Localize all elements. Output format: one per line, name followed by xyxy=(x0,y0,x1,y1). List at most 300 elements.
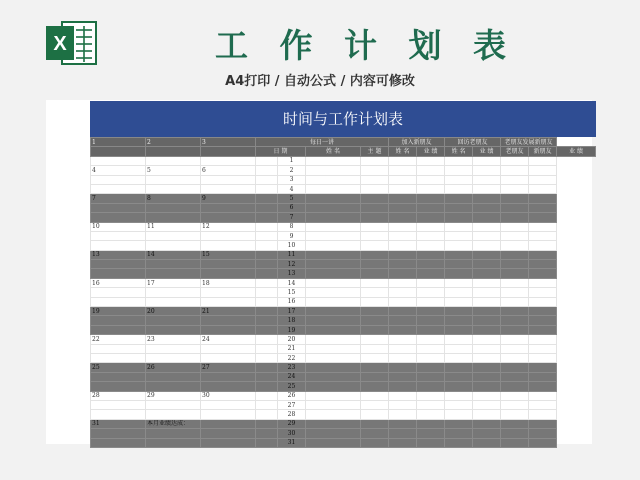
calendar-cell[interactable]: 23 xyxy=(146,335,201,344)
calendar-blank-cell[interactable] xyxy=(146,325,201,334)
calendar-cell[interactable]: 30 xyxy=(201,391,256,400)
entry-cell[interactable] xyxy=(529,166,557,175)
calendar-cell[interactable] xyxy=(201,156,256,165)
entry-cell[interactable] xyxy=(361,213,389,222)
calendar-cell[interactable]: 15 xyxy=(201,250,256,259)
calendar-blank-cell[interactable] xyxy=(201,316,256,325)
entry-cell[interactable] xyxy=(445,325,473,334)
entry-cell[interactable] xyxy=(361,231,389,240)
entry-cell[interactable] xyxy=(501,410,529,419)
entry-cell[interactable] xyxy=(306,363,361,372)
entry-cell[interactable] xyxy=(529,297,557,306)
entry-cell[interactable] xyxy=(501,156,529,165)
calendar-blank-cell[interactable] xyxy=(201,213,256,222)
entry-cell[interactable] xyxy=(501,391,529,400)
entry-cell[interactable] xyxy=(529,307,557,316)
calendar-cell[interactable] xyxy=(91,156,146,165)
entry-cell[interactable] xyxy=(445,372,473,381)
entry-cell[interactable] xyxy=(389,353,417,362)
calendar-cell[interactable]: 26 xyxy=(146,363,201,372)
calendar-blank-cell[interactable] xyxy=(146,316,201,325)
entry-cell[interactable] xyxy=(529,353,557,362)
entry-cell[interactable] xyxy=(389,184,417,193)
entry-cell[interactable] xyxy=(361,166,389,175)
entry-cell[interactable] xyxy=(417,335,445,344)
entry-cell[interactable] xyxy=(501,363,529,372)
entry-cell[interactable] xyxy=(389,222,417,231)
entry-cell[interactable] xyxy=(445,316,473,325)
entry-cell[interactable] xyxy=(529,222,557,231)
entry-cell[interactable] xyxy=(473,203,501,212)
entry-cell[interactable] xyxy=(361,194,389,203)
entry-cell[interactable] xyxy=(361,335,389,344)
entry-cell[interactable] xyxy=(529,250,557,259)
entry-cell[interactable] xyxy=(473,419,501,428)
calendar-cell[interactable] xyxy=(146,156,201,165)
entry-cell[interactable] xyxy=(361,391,389,400)
entry-cell[interactable] xyxy=(306,222,361,231)
entry-cell[interactable] xyxy=(445,307,473,316)
entry-cell[interactable] xyxy=(501,288,529,297)
entry-cell[interactable] xyxy=(389,269,417,278)
entry-cell[interactable] xyxy=(306,307,361,316)
entry-cell[interactable] xyxy=(501,307,529,316)
calendar-cell[interactable]: 28 xyxy=(91,391,146,400)
entry-cell[interactable] xyxy=(529,335,557,344)
entry-cell[interactable] xyxy=(473,156,501,165)
entry-cell[interactable] xyxy=(306,353,361,362)
calendar-blank-cell[interactable] xyxy=(91,382,146,391)
entry-cell[interactable] xyxy=(445,382,473,391)
entry-cell[interactable] xyxy=(417,231,445,240)
calendar-blank-cell[interactable] xyxy=(201,288,256,297)
entry-cell[interactable] xyxy=(473,316,501,325)
calendar-blank-cell[interactable] xyxy=(146,372,201,381)
entry-cell[interactable] xyxy=(417,382,445,391)
entry-cell[interactable] xyxy=(473,175,501,184)
entry-cell[interactable] xyxy=(445,184,473,193)
entry-cell[interactable] xyxy=(501,400,529,409)
calendar-blank-cell[interactable] xyxy=(201,184,256,193)
entry-cell[interactable] xyxy=(473,400,501,409)
entry-cell[interactable] xyxy=(501,166,529,175)
entry-cell[interactable] xyxy=(417,438,445,447)
calendar-blank-cell[interactable] xyxy=(91,410,146,419)
calendar-blank-cell[interactable] xyxy=(146,231,201,240)
entry-cell[interactable] xyxy=(473,184,501,193)
calendar-cell[interactable]: 20 xyxy=(146,307,201,316)
calendar-cell[interactable]: 29 xyxy=(146,391,201,400)
entry-cell[interactable] xyxy=(361,260,389,269)
entry-cell[interactable] xyxy=(306,372,361,381)
calendar-cell[interactable]: 本月业绩达成： xyxy=(146,419,201,428)
calendar-blank-cell[interactable] xyxy=(146,382,201,391)
entry-cell[interactable] xyxy=(529,382,557,391)
entry-cell[interactable] xyxy=(473,231,501,240)
calendar-blank-cell[interactable] xyxy=(146,269,201,278)
entry-cell[interactable] xyxy=(473,213,501,222)
calendar-blank-cell[interactable] xyxy=(201,231,256,240)
entry-cell[interactable] xyxy=(473,410,501,419)
calendar-blank-cell[interactable] xyxy=(91,231,146,240)
calendar-blank-cell[interactable] xyxy=(91,438,146,447)
entry-cell[interactable] xyxy=(417,316,445,325)
entry-cell[interactable] xyxy=(445,410,473,419)
calendar-blank-cell[interactable] xyxy=(91,325,146,334)
entry-cell[interactable] xyxy=(473,372,501,381)
calendar-cell[interactable]: 22 xyxy=(91,335,146,344)
entry-cell[interactable] xyxy=(361,429,389,438)
entry-cell[interactable] xyxy=(361,353,389,362)
entry-cell[interactable] xyxy=(445,175,473,184)
entry-cell[interactable] xyxy=(389,175,417,184)
entry-cell[interactable] xyxy=(389,213,417,222)
calendar-blank-cell[interactable] xyxy=(91,353,146,362)
entry-cell[interactable] xyxy=(417,372,445,381)
entry-cell[interactable] xyxy=(501,438,529,447)
calendar-blank-cell[interactable] xyxy=(146,353,201,362)
entry-cell[interactable] xyxy=(417,156,445,165)
calendar-cell[interactable]: 8 xyxy=(146,194,201,203)
entry-cell[interactable] xyxy=(361,175,389,184)
entry-cell[interactable] xyxy=(389,316,417,325)
entry-cell[interactable] xyxy=(417,269,445,278)
calendar-blank-cell[interactable] xyxy=(146,288,201,297)
entry-cell[interactable] xyxy=(473,194,501,203)
calendar-blank-cell[interactable] xyxy=(201,429,256,438)
entry-cell[interactable] xyxy=(529,344,557,353)
entry-cell[interactable] xyxy=(529,410,557,419)
entry-cell[interactable] xyxy=(417,166,445,175)
entry-cell[interactable] xyxy=(306,325,361,334)
entry-cell[interactable] xyxy=(529,213,557,222)
calendar-blank-cell[interactable] xyxy=(146,429,201,438)
calendar-cell[interactable]: 25 xyxy=(91,363,146,372)
calendar-cell[interactable] xyxy=(201,419,256,428)
entry-cell[interactable] xyxy=(389,194,417,203)
entry-cell[interactable] xyxy=(501,335,529,344)
entry-cell[interactable] xyxy=(529,419,557,428)
entry-cell[interactable] xyxy=(501,213,529,222)
entry-cell[interactable] xyxy=(306,335,361,344)
entry-cell[interactable] xyxy=(389,363,417,372)
entry-cell[interactable] xyxy=(389,438,417,447)
entry-cell[interactable] xyxy=(361,203,389,212)
entry-cell[interactable] xyxy=(473,288,501,297)
calendar-cell[interactable]: 16 xyxy=(91,278,146,287)
entry-cell[interactable] xyxy=(361,325,389,334)
entry-cell[interactable] xyxy=(501,429,529,438)
entry-cell[interactable] xyxy=(417,184,445,193)
entry-cell[interactable] xyxy=(445,344,473,353)
entry-cell[interactable] xyxy=(417,203,445,212)
calendar-blank-cell[interactable] xyxy=(91,316,146,325)
entry-cell[interactable] xyxy=(445,429,473,438)
calendar-blank-cell[interactable] xyxy=(146,213,201,222)
entry-cell[interactable] xyxy=(529,316,557,325)
entry-cell[interactable] xyxy=(417,400,445,409)
entry-cell[interactable] xyxy=(529,203,557,212)
entry-cell[interactable] xyxy=(361,184,389,193)
calendar-blank-cell[interactable] xyxy=(91,213,146,222)
entry-cell[interactable] xyxy=(501,382,529,391)
entry-cell[interactable] xyxy=(361,419,389,428)
calendar-blank-cell[interactable] xyxy=(201,260,256,269)
entry-cell[interactable] xyxy=(417,175,445,184)
calendar-cell[interactable]: 31 xyxy=(91,419,146,428)
entry-cell[interactable] xyxy=(501,194,529,203)
calendar-blank-cell[interactable] xyxy=(201,400,256,409)
entry-cell[interactable] xyxy=(417,391,445,400)
calendar-blank-cell[interactable] xyxy=(91,260,146,269)
entry-cell[interactable] xyxy=(361,307,389,316)
entry-cell[interactable] xyxy=(473,325,501,334)
entry-cell[interactable] xyxy=(501,203,529,212)
entry-cell[interactable] xyxy=(389,241,417,250)
entry-cell[interactable] xyxy=(473,278,501,287)
entry-cell[interactable] xyxy=(389,288,417,297)
entry-cell[interactable] xyxy=(417,353,445,362)
entry-cell[interactable] xyxy=(445,363,473,372)
entry-cell[interactable] xyxy=(361,241,389,250)
entry-cell[interactable] xyxy=(361,400,389,409)
calendar-blank-cell[interactable] xyxy=(91,429,146,438)
entry-cell[interactable] xyxy=(473,307,501,316)
entry-cell[interactable] xyxy=(389,344,417,353)
entry-cell[interactable] xyxy=(529,400,557,409)
entry-cell[interactable] xyxy=(501,325,529,334)
calendar-cell[interactable]: 14 xyxy=(146,250,201,259)
entry-cell[interactable] xyxy=(445,335,473,344)
entry-cell[interactable] xyxy=(389,410,417,419)
entry-cell[interactable] xyxy=(417,325,445,334)
entry-cell[interactable] xyxy=(473,429,501,438)
entry-cell[interactable] xyxy=(389,325,417,334)
entry-cell[interactable] xyxy=(501,344,529,353)
entry-cell[interactable] xyxy=(306,278,361,287)
entry-cell[interactable] xyxy=(389,203,417,212)
entry-cell[interactable] xyxy=(389,419,417,428)
calendar-cell[interactable]: 9 xyxy=(201,194,256,203)
entry-cell[interactable] xyxy=(417,307,445,316)
entry-cell[interactable] xyxy=(306,382,361,391)
entry-cell[interactable] xyxy=(361,438,389,447)
calendar-cell[interactable]: 18 xyxy=(201,278,256,287)
entry-cell[interactable] xyxy=(473,344,501,353)
entry-cell[interactable] xyxy=(529,391,557,400)
calendar-cell[interactable]: 27 xyxy=(201,363,256,372)
entry-cell[interactable] xyxy=(501,419,529,428)
calendar-cell[interactable]: 7 xyxy=(91,194,146,203)
entry-cell[interactable] xyxy=(501,269,529,278)
entry-cell[interactable] xyxy=(501,260,529,269)
entry-cell[interactable] xyxy=(306,175,361,184)
entry-cell[interactable] xyxy=(361,372,389,381)
calendar-blank-cell[interactable] xyxy=(146,410,201,419)
entry-cell[interactable] xyxy=(473,297,501,306)
entry-cell[interactable] xyxy=(417,222,445,231)
entry-cell[interactable] xyxy=(389,400,417,409)
calendar-blank-cell[interactable] xyxy=(201,438,256,447)
calendar-blank-cell[interactable] xyxy=(146,175,201,184)
calendar-blank-cell[interactable] xyxy=(201,241,256,250)
entry-cell[interactable] xyxy=(361,278,389,287)
entry-cell[interactable] xyxy=(389,372,417,381)
entry-cell[interactable] xyxy=(417,419,445,428)
entry-cell[interactable] xyxy=(473,363,501,372)
entry-cell[interactable] xyxy=(389,156,417,165)
entry-cell[interactable] xyxy=(306,269,361,278)
entry-cell[interactable] xyxy=(306,156,361,165)
entry-cell[interactable] xyxy=(445,203,473,212)
entry-cell[interactable] xyxy=(445,419,473,428)
entry-cell[interactable] xyxy=(445,194,473,203)
entry-cell[interactable] xyxy=(445,260,473,269)
entry-cell[interactable] xyxy=(306,410,361,419)
calendar-cell[interactable]: 19 xyxy=(91,307,146,316)
entry-cell[interactable] xyxy=(389,297,417,306)
entry-cell[interactable] xyxy=(306,438,361,447)
entry-cell[interactable] xyxy=(306,203,361,212)
calendar-blank-cell[interactable] xyxy=(146,344,201,353)
calendar-blank-cell[interactable] xyxy=(146,241,201,250)
calendar-blank-cell[interactable] xyxy=(146,260,201,269)
entry-cell[interactable] xyxy=(529,429,557,438)
calendar-blank-cell[interactable] xyxy=(146,297,201,306)
entry-cell[interactable] xyxy=(529,241,557,250)
entry-cell[interactable] xyxy=(473,391,501,400)
calendar-blank-cell[interactable] xyxy=(201,344,256,353)
entry-cell[interactable] xyxy=(445,231,473,240)
entry-cell[interactable] xyxy=(473,222,501,231)
entry-cell[interactable] xyxy=(389,391,417,400)
calendar-blank-cell[interactable] xyxy=(91,184,146,193)
entry-cell[interactable] xyxy=(389,231,417,240)
calendar-blank-cell[interactable] xyxy=(201,410,256,419)
calendar-blank-cell[interactable] xyxy=(201,382,256,391)
calendar-cell[interactable]: 17 xyxy=(146,278,201,287)
entry-cell[interactable] xyxy=(306,344,361,353)
entry-cell[interactable] xyxy=(306,250,361,259)
entry-cell[interactable] xyxy=(361,316,389,325)
entry-cell[interactable] xyxy=(306,241,361,250)
entry-cell[interactable] xyxy=(389,250,417,259)
entry-cell[interactable] xyxy=(445,156,473,165)
entry-cell[interactable] xyxy=(306,184,361,193)
entry-cell[interactable] xyxy=(445,166,473,175)
entry-cell[interactable] xyxy=(417,429,445,438)
entry-cell[interactable] xyxy=(361,288,389,297)
entry-cell[interactable] xyxy=(529,175,557,184)
entry-cell[interactable] xyxy=(529,363,557,372)
entry-cell[interactable] xyxy=(501,372,529,381)
calendar-blank-cell[interactable] xyxy=(146,184,201,193)
calendar-cell[interactable]: 24 xyxy=(201,335,256,344)
calendar-blank-cell[interactable] xyxy=(201,203,256,212)
entry-cell[interactable] xyxy=(445,353,473,362)
entry-cell[interactable] xyxy=(306,419,361,428)
calendar-blank-cell[interactable] xyxy=(201,175,256,184)
entry-cell[interactable] xyxy=(473,166,501,175)
entry-cell[interactable] xyxy=(417,288,445,297)
entry-cell[interactable] xyxy=(361,382,389,391)
calendar-blank-cell[interactable] xyxy=(91,288,146,297)
entry-cell[interactable] xyxy=(473,260,501,269)
entry-cell[interactable] xyxy=(361,222,389,231)
entry-cell[interactable] xyxy=(361,156,389,165)
entry-cell[interactable] xyxy=(473,438,501,447)
entry-cell[interactable] xyxy=(306,231,361,240)
entry-cell[interactable] xyxy=(445,438,473,447)
entry-cell[interactable] xyxy=(417,297,445,306)
calendar-cell[interactable]: 4 xyxy=(91,166,146,175)
entry-cell[interactable] xyxy=(501,222,529,231)
entry-cell[interactable] xyxy=(445,213,473,222)
calendar-cell[interactable]: 21 xyxy=(201,307,256,316)
entry-cell[interactable] xyxy=(529,184,557,193)
entry-cell[interactable] xyxy=(445,288,473,297)
entry-cell[interactable] xyxy=(306,288,361,297)
entry-cell[interactable] xyxy=(529,278,557,287)
entry-cell[interactable] xyxy=(529,438,557,447)
entry-cell[interactable] xyxy=(417,344,445,353)
calendar-cell[interactable]: 10 xyxy=(91,222,146,231)
calendar-blank-cell[interactable] xyxy=(91,400,146,409)
entry-cell[interactable] xyxy=(473,353,501,362)
entry-cell[interactable] xyxy=(417,194,445,203)
entry-cell[interactable] xyxy=(306,429,361,438)
entry-cell[interactable] xyxy=(501,241,529,250)
entry-cell[interactable] xyxy=(306,400,361,409)
entry-cell[interactable] xyxy=(501,278,529,287)
calendar-blank-cell[interactable] xyxy=(91,344,146,353)
calendar-cell[interactable]: 11 xyxy=(146,222,201,231)
entry-cell[interactable] xyxy=(389,166,417,175)
entry-cell[interactable] xyxy=(501,353,529,362)
entry-cell[interactable] xyxy=(529,260,557,269)
calendar-blank-cell[interactable] xyxy=(146,438,201,447)
calendar-blank-cell[interactable] xyxy=(201,372,256,381)
entry-cell[interactable] xyxy=(417,260,445,269)
entry-cell[interactable] xyxy=(445,222,473,231)
calendar-blank-cell[interactable] xyxy=(201,353,256,362)
entry-cell[interactable] xyxy=(306,297,361,306)
entry-cell[interactable] xyxy=(473,269,501,278)
entry-cell[interactable] xyxy=(445,241,473,250)
calendar-blank-cell[interactable] xyxy=(91,297,146,306)
calendar-blank-cell[interactable] xyxy=(146,203,201,212)
calendar-blank-cell[interactable] xyxy=(91,269,146,278)
entry-cell[interactable] xyxy=(361,297,389,306)
entry-cell[interactable] xyxy=(445,250,473,259)
entry-cell[interactable] xyxy=(306,316,361,325)
entry-cell[interactable] xyxy=(529,288,557,297)
entry-cell[interactable] xyxy=(529,194,557,203)
entry-cell[interactable] xyxy=(501,184,529,193)
entry-cell[interactable] xyxy=(417,241,445,250)
entry-cell[interactable] xyxy=(501,297,529,306)
entry-cell[interactable] xyxy=(389,260,417,269)
entry-cell[interactable] xyxy=(361,344,389,353)
entry-cell[interactable] xyxy=(417,213,445,222)
entry-cell[interactable] xyxy=(361,410,389,419)
entry-cell[interactable] xyxy=(501,316,529,325)
entry-cell[interactable] xyxy=(306,166,361,175)
entry-cell[interactable] xyxy=(445,400,473,409)
entry-cell[interactable] xyxy=(529,156,557,165)
calendar-cell[interactable]: 6 xyxy=(201,166,256,175)
entry-cell[interactable] xyxy=(361,250,389,259)
